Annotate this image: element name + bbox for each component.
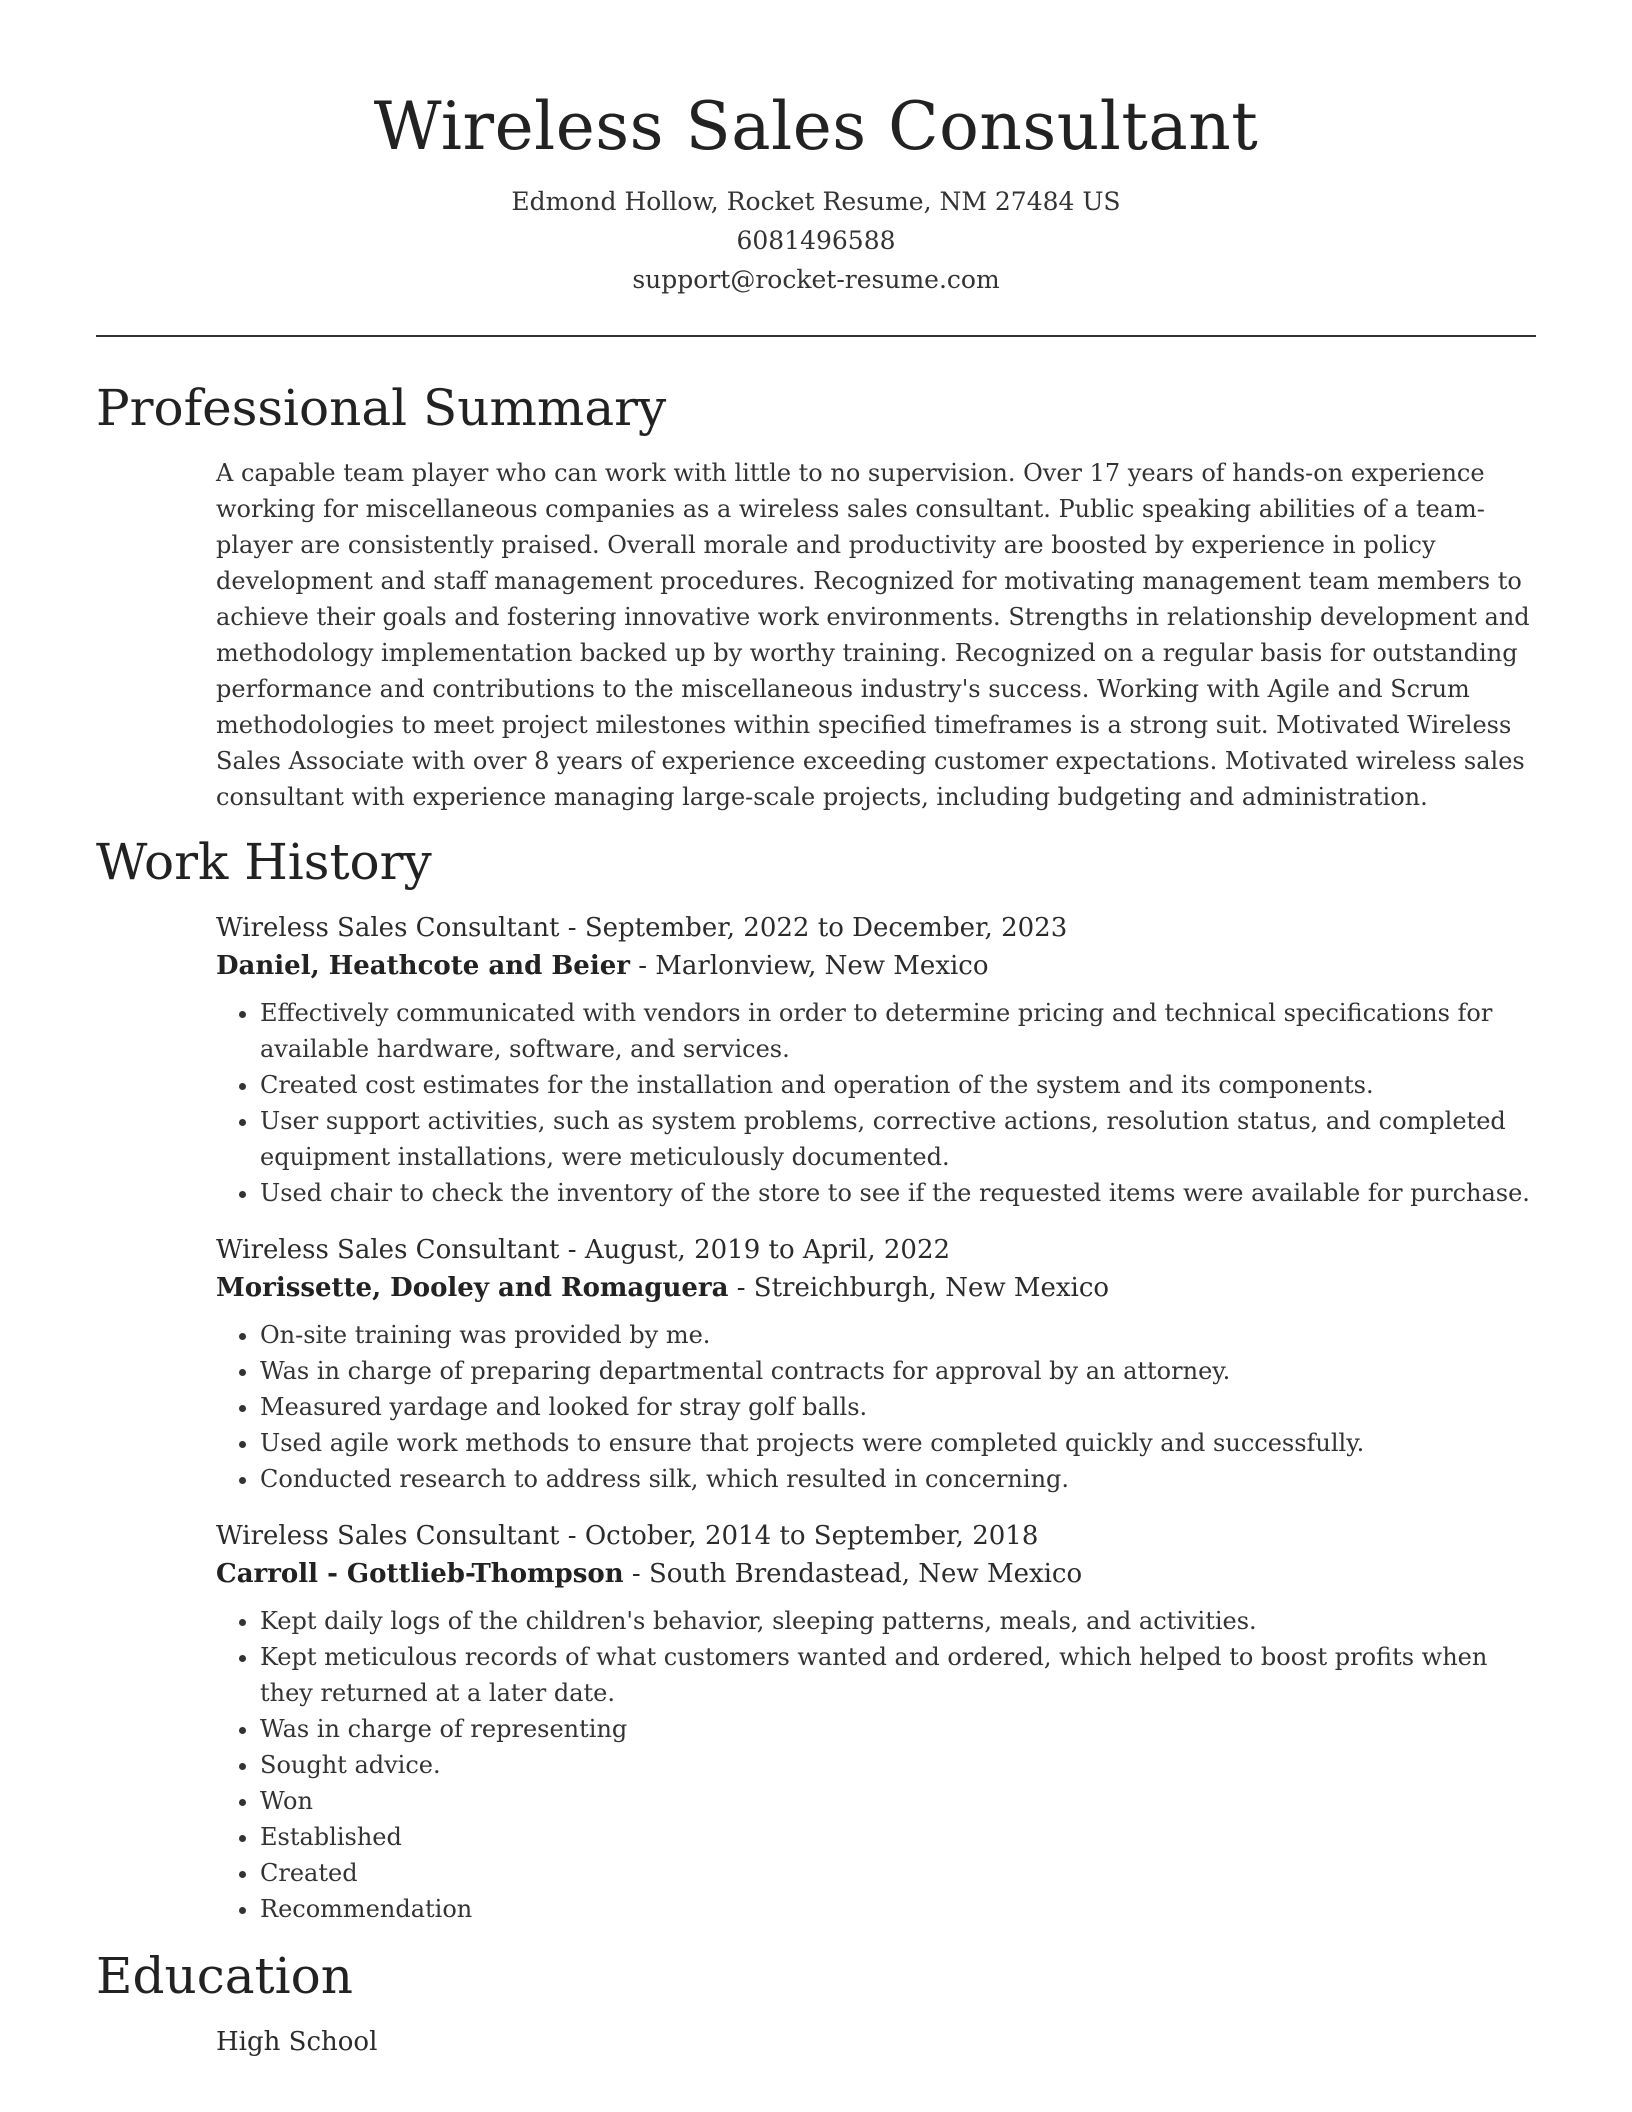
contact-info	[96, 182, 1536, 299]
job-bullets	[216, 1317, 1536, 1497]
job-company: Daniel, Heathcote and Beier	[216, 951, 630, 981]
resume-header	[96, 80, 1536, 299]
job-bullet: • Created cost estimates for the installation and operation of the system and its components.	[260, 1067, 1536, 1103]
job-bullet: • User support activities, such as system problems, corrective actions, resolution status, and completed equipment installations, were meticulously documented.	[260, 1103, 1536, 1175]
contact-email: support@rocket-resume.com	[632, 265, 1000, 294]
job-bullet: • Conducted research to address silk, which resulted in concerning.	[260, 1461, 1536, 1497]
header-divider	[96, 335, 1536, 337]
separator: -	[559, 913, 585, 943]
job-bullet: • Won	[260, 1783, 1536, 1819]
resume-page	[96, 80, 1536, 2061]
job-bullet: • Used chair to check the inventory of the store to see if the requested items were available for purchase.	[260, 1175, 1536, 1211]
education-entry: High School	[216, 2027, 378, 2057]
job-dates: August, 2019 to April, 2022	[584, 1235, 951, 1265]
job-location: Marlonview, New Mexico	[655, 951, 989, 981]
job-bullet: • Kept daily logs of the children's behavior, sleeping patterns, meals, and activities.	[260, 1603, 1536, 1639]
job-title: Wireless Sales Consultant	[216, 913, 560, 943]
separator: -	[559, 1521, 585, 1551]
job-company-line	[216, 1269, 1536, 1307]
job-company-line	[216, 1555, 1536, 1593]
job-title: Wireless Sales Consultant	[216, 1521, 560, 1551]
job-location: South Brendastead, New Mexico	[648, 1559, 1083, 1589]
job-company: Carroll - Gottlieb-Thompson	[216, 1559, 624, 1589]
job-title-line	[216, 1231, 1536, 1269]
job-bullet: • Measured yardage and looked for stray golf balls.	[260, 1389, 1536, 1425]
job-bullet: • Was in charge of preparing departmental contracts for approval by an attorney.	[260, 1353, 1536, 1389]
job-title: Wireless Sales Consultant	[216, 1235, 560, 1265]
work-history-heading: Work History	[96, 833, 432, 891]
job-dates: October, 2014 to September, 2018	[584, 1521, 1039, 1551]
separator: -	[629, 951, 656, 981]
job-location: Streichburgh, New Mexico	[753, 1273, 1110, 1303]
job-bullet: • Used agile work methods to ensure that projects were completed quickly and successfully.	[260, 1425, 1536, 1461]
work-history-list	[216, 909, 1536, 1927]
job-bullet: • Created	[260, 1855, 1536, 1891]
job-dates: September, 2022 to December, 2023	[584, 913, 1068, 943]
resume-title: Wireless Sales Consultant	[373, 88, 1259, 165]
job-bullet: • Was in charge of representing	[260, 1711, 1536, 1747]
job-bullet: • Recommendation	[260, 1891, 1536, 1927]
job-bullet: • Sought advice.	[260, 1747, 1536, 1783]
job-entry	[216, 1231, 1536, 1497]
separator: -	[728, 1273, 754, 1303]
contact-phone: 6081496588	[736, 226, 896, 255]
separator: -	[559, 1235, 585, 1265]
separator: -	[623, 1559, 649, 1589]
job-title-line	[216, 1517, 1536, 1555]
job-title-line	[216, 909, 1536, 947]
contact-address: Edmond Hollow, Rocket Resume, NM 27484 US	[511, 187, 1121, 216]
job-bullet: • Established	[260, 1819, 1536, 1855]
job-company-line	[216, 947, 1536, 985]
summary-heading: Professional Summary	[96, 379, 667, 437]
summary-text: A capable team player who can work with little to no supervision. Over 17 years of hands-on experience working for miscellaneous companies as a wireless sales consultant. Public speaking abilities of a team-player are consistently praised. Overall morale and productivity are boosted by experience in policy development and staff management procedures. Recognized for motivating management team members to achieve their goals and fostering innovative work environments. Strengths in relationship development and methodology implementation backed up by worthy training. Recognized on a regular basis for outstanding performance and contributions to the miscellaneous industry's success. Working with Agile and Scrum methodologies to meet project milestones within specified timeframes is a strong suit. Motivated Wireless Sales Associate with over 8 years of experience exceeding customer expectations. Motivated wireless sales consultant with experience managing large-scale projects, including budgeting and administration.	[216, 459, 1530, 811]
job-bullet: • Effectively communicated with vendors in order to determine pricing and technical specifications for available hardware, software, and services.	[260, 995, 1536, 1067]
education-heading: Education	[96, 1947, 353, 2005]
job-entry	[216, 1517, 1536, 1927]
job-bullet: • Kept meticulous records of what customers wanted and ordered, which helped to boost profits when they returned at a later date.	[260, 1639, 1536, 1711]
job-bullet: • On-site training was provided by me.	[260, 1317, 1536, 1353]
job-bullets	[216, 995, 1536, 1211]
job-bullets	[216, 1603, 1536, 1927]
job-company: Morissette, Dooley and Romaguera	[216, 1273, 729, 1303]
job-entry	[216, 909, 1536, 1211]
